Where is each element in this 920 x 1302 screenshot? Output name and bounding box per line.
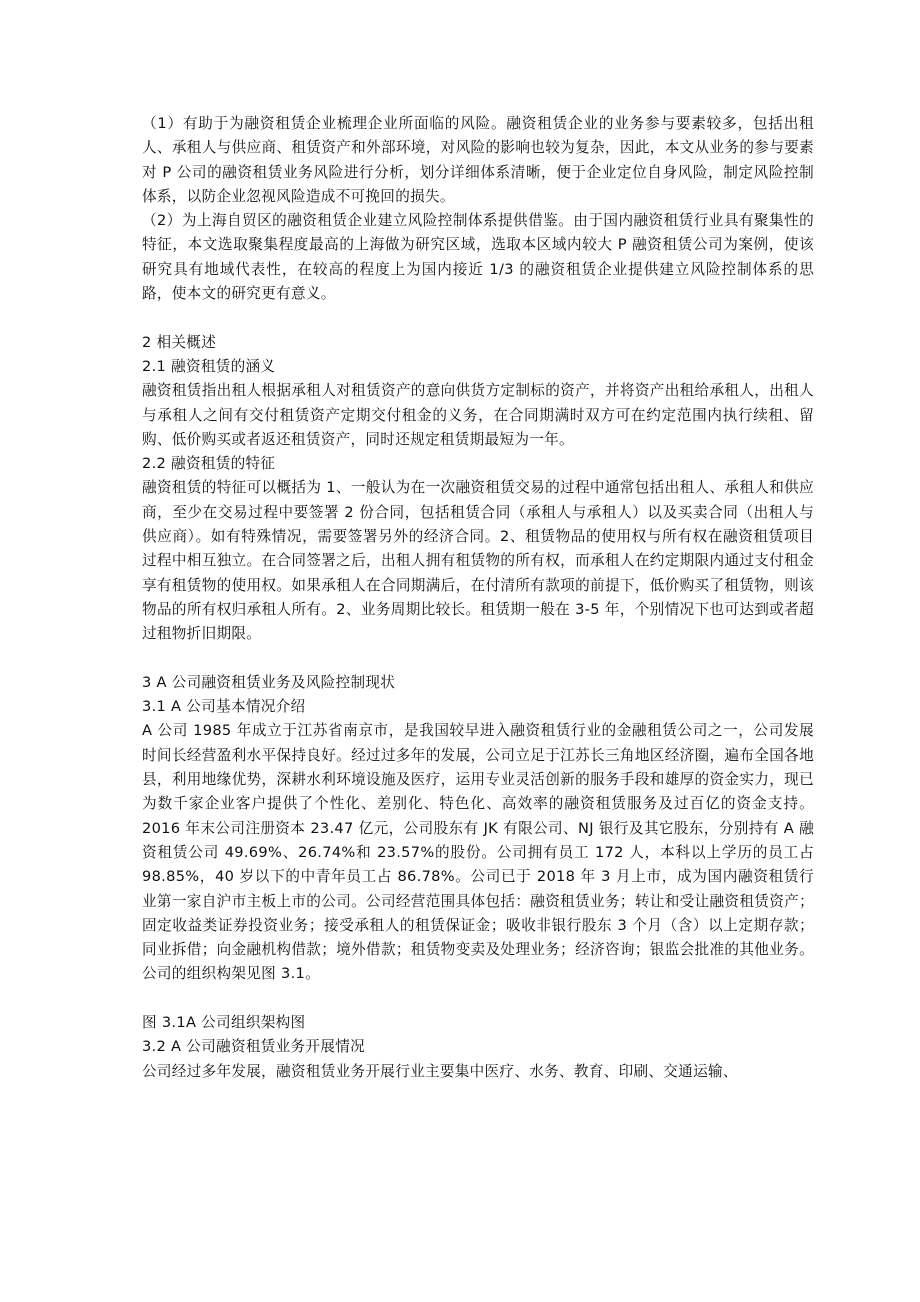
spacer (142, 987, 814, 1011)
spacer (142, 306, 814, 330)
document-body (142, 112, 814, 1084)
section-2-1-body: 融资租赁指出租人根据承租人对租赁资产的意向供货方定制标的资产，并将资产出租给承租人，出租人与承租人之间有交付租赁资产定期交付租金的义务，在合同期满时双方可在约定范围内执行续租、留购、低价购买或者返还租赁资产，同时还规定租赁期最短为一年。 (142, 382, 814, 448)
figure-caption: 图 3.1A 公司组织架构图 (142, 1013, 306, 1031)
section-3-2-heading: 3.2 A 公司融资租赁业务开展情况 (142, 1038, 365, 1056)
section-2-1-heading: 2.1 融资租赁的涵义 (142, 357, 276, 375)
paragraph-significance-1: （1）有助于为融资租赁企业梳理企业所面临的风险。融资租赁企业的业务参与要素较多，包括出租人、承租人与供应商、租赁资产和外部环境，对风险的影响也较为复杂，因此，本文从业务的参与要素对 P 公司的融资租赁业务风险进行分析，划分详细体系清晰，便于企业定位自身风险，制定风险控制体系，以防企业忽视风险造成不可挽回的损失。 (142, 115, 814, 205)
section-2-2-heading: 2.2 融资租赁的特征 (142, 455, 276, 473)
spacer (142, 647, 814, 671)
section-2-heading: 2 相关概述 (142, 333, 217, 351)
section-3-1-body: A 公司 1985 年成立于江苏省南京市，是我国较早进入融资租赁行业的金融租赁公司之一，公司发展时间长经营盈利水平保持良好。经过过多年的发展，公司立足于江苏长三角地区经济圈，遍布全国各地县，利用地缘优势，深耕水利环境设施及医疗，运用专业灵活创新的服务手段和雄厚的资金实力，现已为数千家企业客户提供了个性化、差别化、特色化、高效率的融资租赁服务及过百亿的资金支持。2016 年末公司注册资本 23.47 亿元，公司股东有 JK 有限公司、NJ 银行及其它股东，分别持有 A 融资租赁公司 49.69%、26.74%和 23.57%的股份。公司拥有员工 172 人，本科以上学历的员工占 98.85%，40 岁以下的中青年员工占 86.78%。公司已于 2018 年 3 月上市，成为国内融资租赁行业第一家自沪市主板上市的公司。公司经营范围具体包括：融资租赁业务；转让和受让融资租赁资产；固定收益类证券投资业务；接受承租人的租赁保证金；吸收非银行股东 3 个月（含）以上定期存款；同业拆借；向金融机构借款；境外借款；租赁物变卖及处理业务；经济咨询；银监会批准的其他业务。公司的组织构架见图 3.1。 (142, 722, 814, 983)
section-3-2-body: 公司经过多年发展，融资租赁业务开展行业主要集中医疗、水务、教育、印刷、交通运输、 (142, 1062, 738, 1080)
section-2-2-body: 融资租赁的特征可以概括为 1、一般认为在一次融资租赁交易的过程中通常包括出租人、承租人和供应商，至少在交易过程中要签署 2 份合同，包括租赁合同（承租人与承租人）以及买卖合同（出租人与供应商）。如有特殊情况，需要签署另外的经济合同。2、租赁物品的使用权与所有权在融资租赁项目过程中相互独立。在合同签署之后，出租人拥有租赁物的所有权，而承租人在约定期限内通过支付租金享有租赁物的使用权。如果承租人在合同期满后，在付清所有款项的前提下，低价购买了租赁物，则该物品的所有权归承租人所有。2、业务周期比较长。租赁期一般在 3-5 年，个别情况下也可达到或者超过租物折旧期限。 (142, 479, 814, 643)
section-3-1-heading: 3.1 A 公司基本情况介绍 (142, 698, 306, 716)
section-3-heading: 3 A 公司融资租赁业务及风险控制现状 (142, 673, 396, 691)
paragraph-significance-2: （2）为上海自贸区的融资租赁企业建立风险控制体系提供借鉴。由于国内融资租赁行业具有聚集性的特征，本文选取聚集程度最高的上海做为研究区域，选取本区域内较大 P 融资租赁公司为案例，使该研究具有地域代表性，在较高的程度上为国内接近 1/3 的融资租赁企业提供建立风险控制体系的思路，使本文的研究更有意义。 (142, 212, 814, 303)
